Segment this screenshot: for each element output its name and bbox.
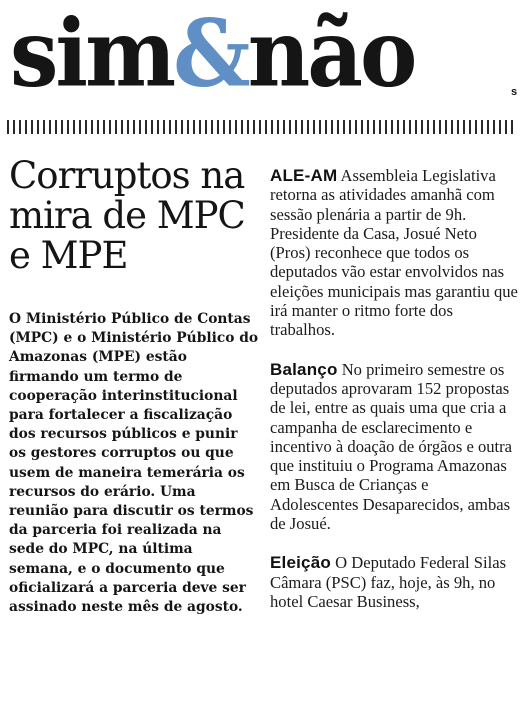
article-lead-paragraph: O Ministério Público de Contas (MPC) e o Ministério Público do Amazonas (MPE) estão firmando um termo de cooperação interinstitucional para fortalecer a fiscalização dos recursos públicos e punir os gestores corruptos ou que usem de maneira temerária os recursos do erário. Uma reunião para discutir os termos da parceria foi realizada na sede do MPC, na última semana, e o documento que oficializará a parceria deve ser assinado neste mês de agosto. [9, 311, 259, 616]
masthead-sim: sim [10, 0, 174, 109]
masthead-ampersand: & [173, 0, 248, 109]
notes-column [270, 166, 520, 631]
masthead-logo [10, 0, 414, 108]
note-balanco [270, 360, 520, 534]
note-text: O Deputado Federal Silas Câmara (PSC) faz, hoje, às 9h, no hotel Caesar Business, [270, 553, 507, 611]
note-eleicao [270, 553, 520, 611]
note-text: Assembleia Legislativa retorna as atividades amanhã com sessão plenária a partir de 9h. Presidente da Casa, Josué Neto (Pros) reconhece que todos os deputados vão estar envolvidos nas eleições municipais mas garantiu que irá manter o ritmo forte dos trabalhos. [270, 166, 518, 340]
article-headline: Corruptos na mira de MPC e MPE [9, 154, 245, 277]
note-keyword: Balanço [270, 359, 338, 379]
note-ale-am [270, 166, 520, 340]
note-keyword: Eleição [270, 553, 331, 573]
masthead-nao: não [247, 0, 415, 109]
tick-divider-rule [7, 120, 517, 134]
note-keyword: ALE-AM [270, 166, 338, 185]
cropped-section-letter: s [511, 86, 518, 98]
note-text: No primeiro semestre os deputados aprovaram 152 propostas de lei, entre as quais uma que cria a campanha de esclarecimento e incentivo à doação de órgãos e outra que instituiu o Programa Amazonas em Busca de Crianças e Adolescentes Desaparecidos, ambas de Josué. [270, 359, 513, 534]
